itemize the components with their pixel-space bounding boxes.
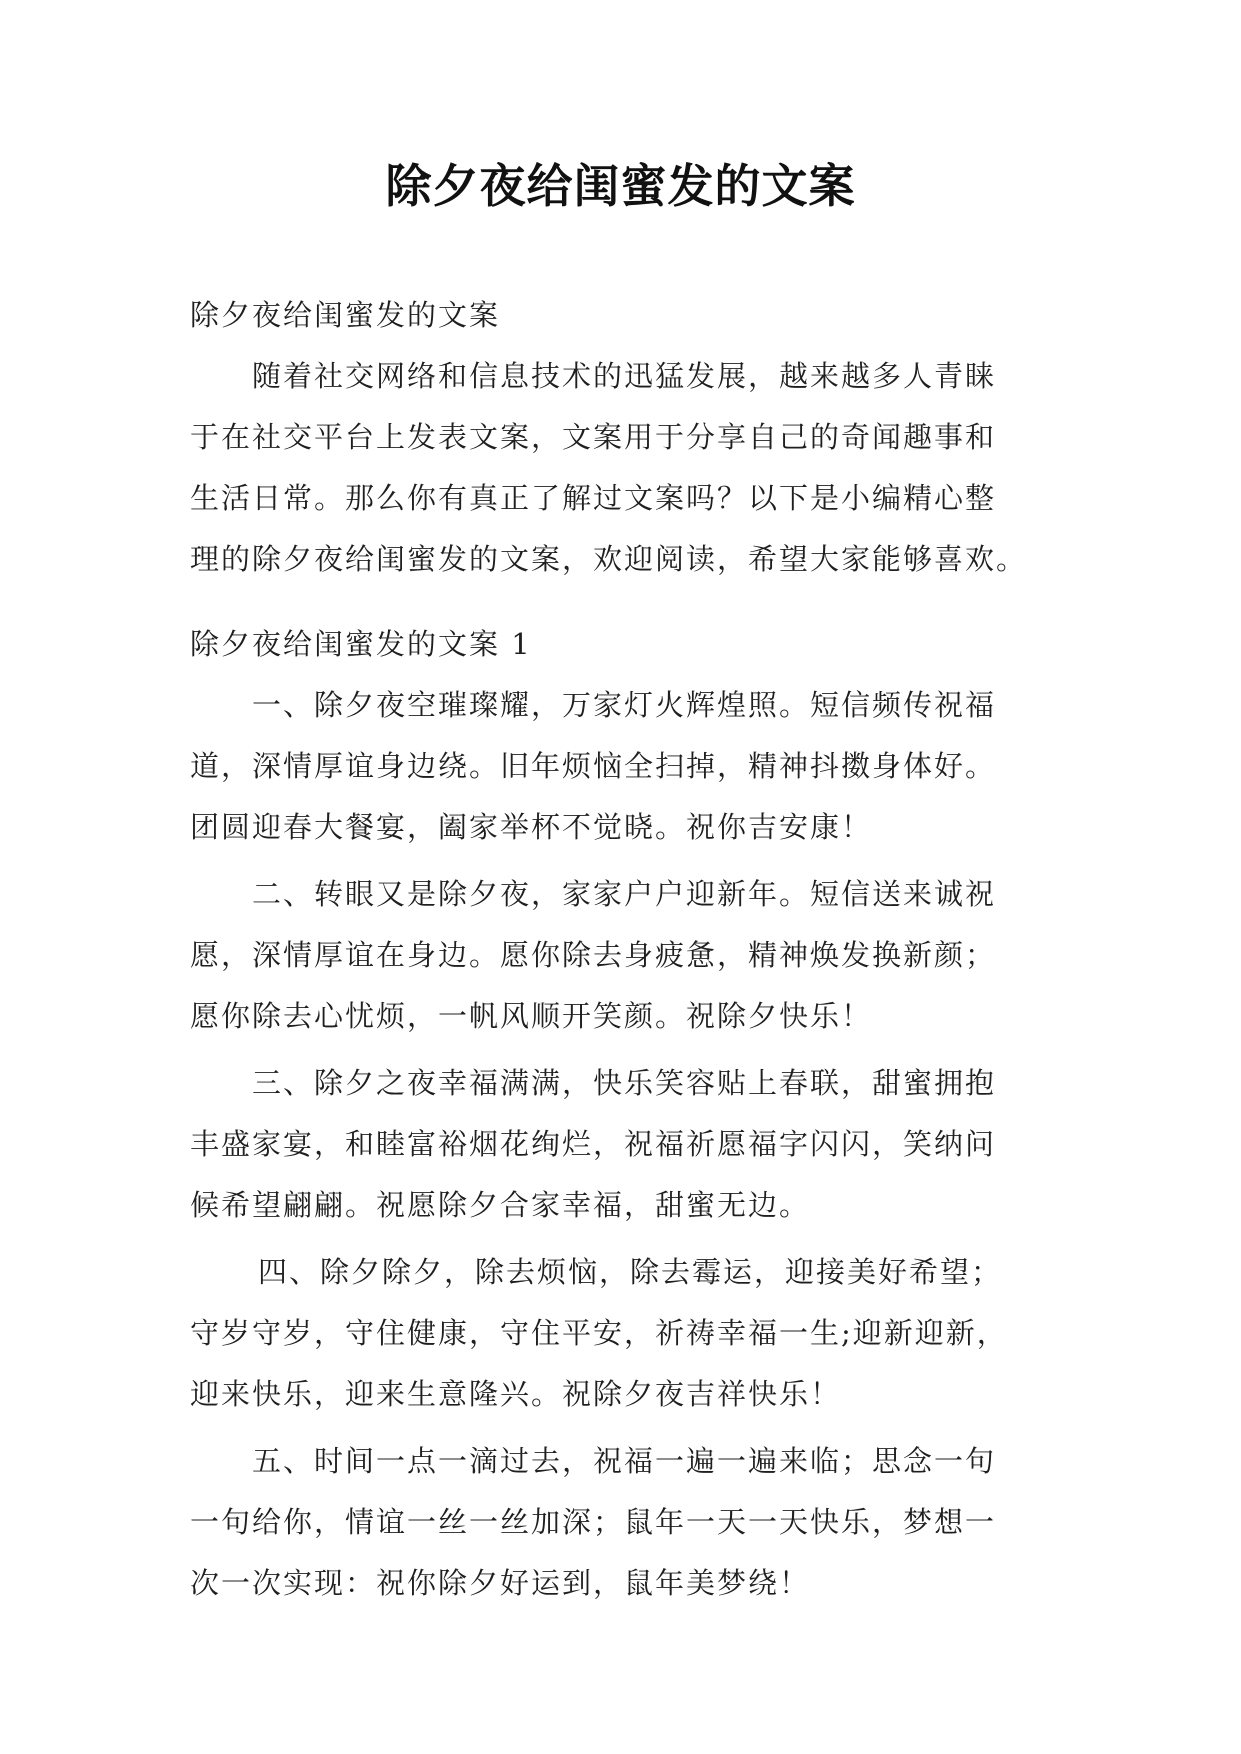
intro-line: 于在社交平台上发表文案，文案用于分享自己的奇闻趣事和 bbox=[190, 420, 997, 454]
section-heading: 除夕夜给闺蜜发的文案 1 bbox=[190, 627, 532, 661]
document-body bbox=[190, 285, 1068, 1614]
item-line: 迎来快乐，迎来生意隆兴。祝除夕夜吉祥快乐！ bbox=[190, 1377, 842, 1411]
item-line: 五、时间一点一滴过去，祝福一遍一遍来临；思念一句 bbox=[252, 1444, 997, 1478]
item-line: 愿你除去心忧烦，一帆风顺开笑颜。祝除夕快乐！ bbox=[190, 999, 873, 1033]
item-line: 次一次实现：祝你除夕好运到，鼠年美梦绕！ bbox=[190, 1566, 811, 1600]
item-line: 丰盛家宴，和睦富裕烟花绚烂，祝福祈愿福字闪闪，笑纳问 bbox=[190, 1127, 997, 1161]
item-line: 三、除夕之夜幸福满满，快乐笑容贴上春联，甜蜜拥抱 bbox=[252, 1066, 997, 1100]
intro-line: 生活日常。那么你有真正了解过文案吗？以下是小编精心整 bbox=[190, 481, 997, 515]
item-line: 一句给你，情谊一丝一丝加深；鼠年一天一天快乐，梦想一 bbox=[190, 1505, 997, 1539]
item-paragraph-5 bbox=[190, 1431, 1068, 1614]
item-line: 愿，深情厚谊在身边。愿你除去身疲惫，精神焕发换新颜； bbox=[190, 938, 997, 972]
document-subtitle: 除夕夜给闺蜜发的文案 bbox=[190, 298, 501, 332]
intro-paragraph bbox=[190, 346, 1068, 590]
intro-line: 随着社交网络和信息技术的迅猛发展，越来越多人青睐 bbox=[252, 359, 997, 393]
item-line: 守岁守岁，守住健康，守住平安，祈祷幸福一生;迎新迎新， bbox=[190, 1316, 1008, 1350]
item-line: 一、除夕夜空璀璨耀，万家灯火辉煌照。短信频传祝福 bbox=[252, 688, 997, 722]
item-line: 四、除夕除夕，除去烦恼，除去霉运，迎接美好希望； bbox=[258, 1255, 1003, 1289]
item-line: 团圆迎春大餐宴，阖家举杯不觉晓。祝你吉安康！ bbox=[190, 810, 873, 844]
item-line: 二、转眼又是除夕夜，家家户户迎新年。短信送来诚祝 bbox=[252, 877, 997, 911]
item-paragraph-4 bbox=[190, 1242, 1068, 1425]
item-line: 道，深情厚谊身边绕。旧年烦恼全扫掉，精神抖擞身体好。 bbox=[190, 749, 997, 783]
item-paragraph-2 bbox=[190, 864, 1068, 1047]
intro-line: 理的除夕夜给闺蜜发的文案，欢迎阅读，希望大家能够喜欢。 bbox=[190, 542, 1028, 576]
item-paragraph-3 bbox=[190, 1053, 1068, 1236]
item-line: 候希望翩翩。祝愿除夕合家幸福，甜蜜无边。 bbox=[190, 1188, 811, 1222]
item-paragraph-1 bbox=[190, 675, 1068, 858]
document-title: 除夕夜给闺蜜发的文案 bbox=[385, 159, 856, 213]
